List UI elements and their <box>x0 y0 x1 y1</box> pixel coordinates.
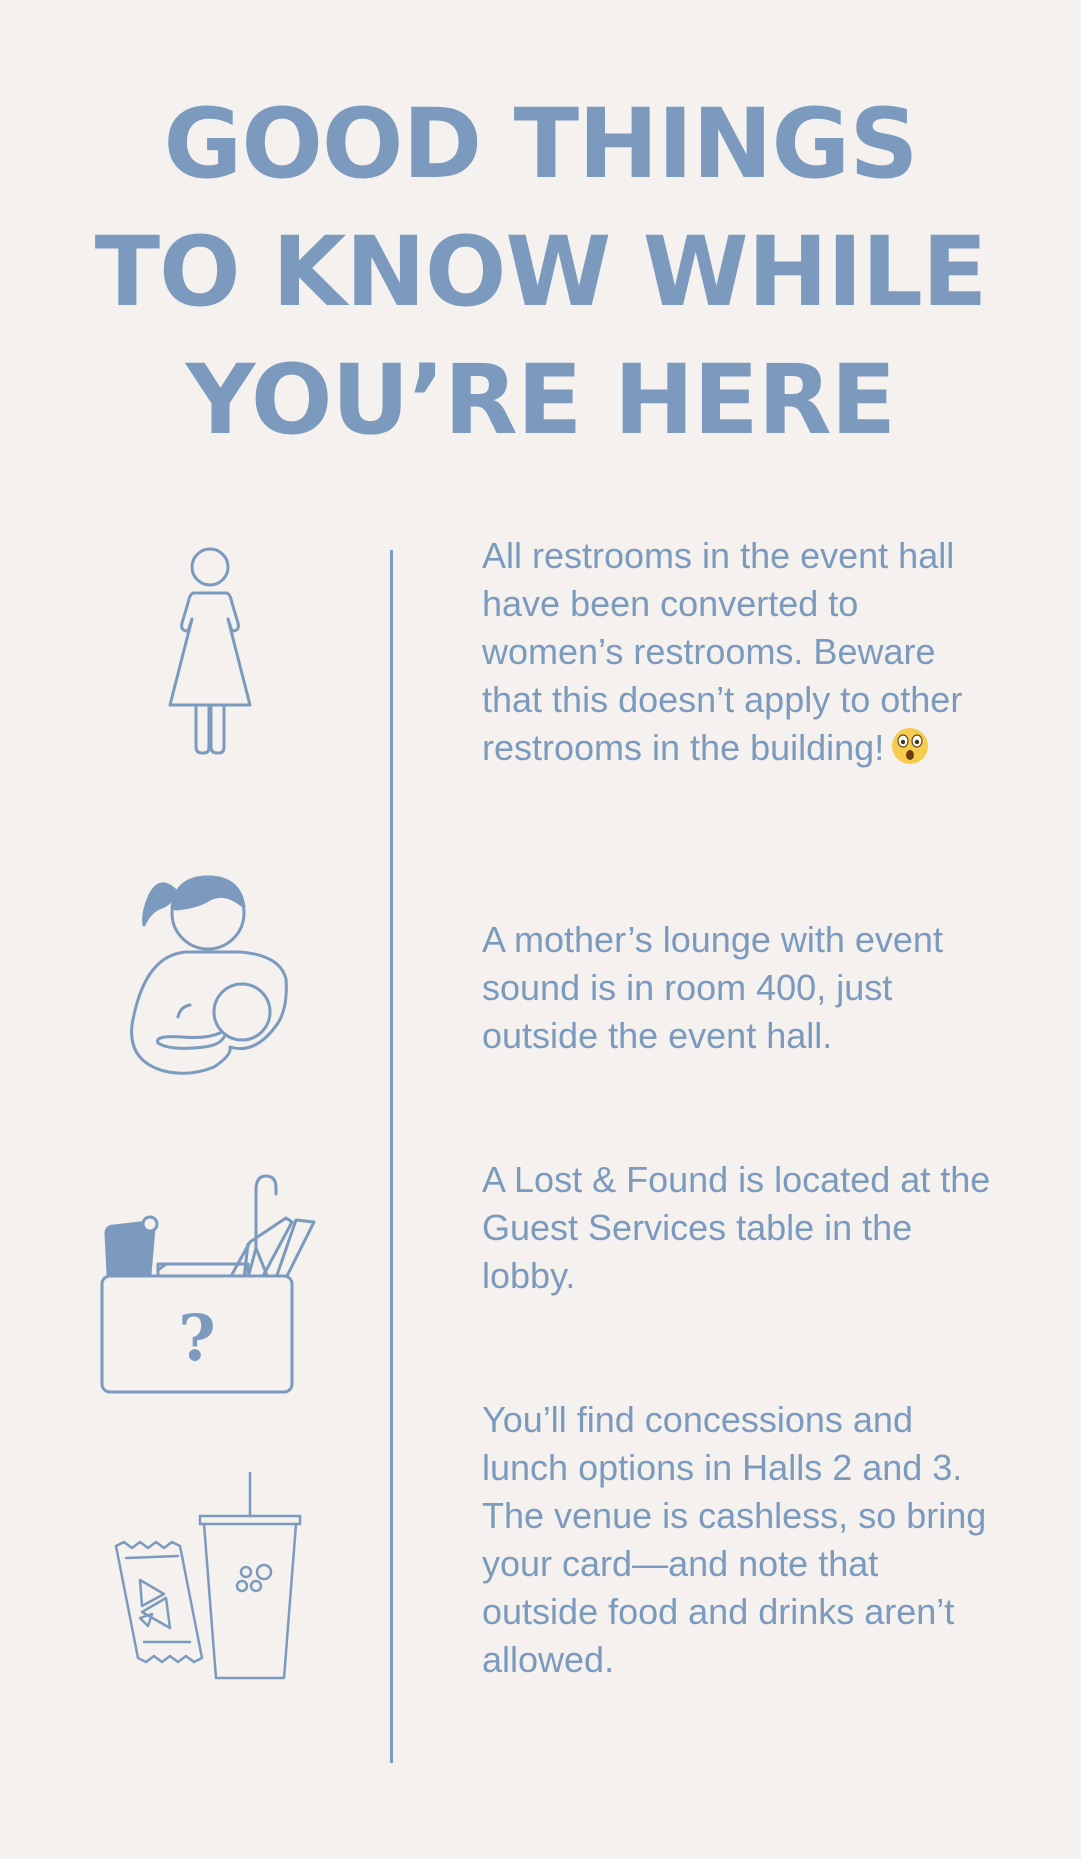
astonished-face-emoji <box>890 726 930 778</box>
restroom-info-text <box>482 532 1002 778</box>
title-line-3: YOU’RE HERE <box>185 344 896 456</box>
lost-and-found-text: A Lost & Found is located at the Guest Services table in the lobby. <box>482 1159 991 1296</box>
title-line-2: TO KNOW WHILE <box>94 216 987 328</box>
page-title <box>0 80 1081 464</box>
restroom-info: All restrooms in the event hall have been converted to women’s restrooms. Beware that this doesn’t apply to other restrooms in the building! <box>482 535 963 768</box>
lost-and-found-box-icon <box>100 1170 320 1395</box>
mother-nursing-icon <box>120 855 300 1095</box>
snack-and-drink-icon <box>112 1472 312 1682</box>
woman-restroom-icon <box>160 545 260 755</box>
mothers-lounge-text: A mother’s lounge with event sound is in room 400, just outside the event hall. <box>482 919 943 1056</box>
svg-text:?: ? <box>178 1301 216 1376</box>
vertical-divider <box>390 550 393 1763</box>
concessions-text: You’ll find concessions and lunch options in Halls 2 and 3. The venue is cashless, so bring your card—and note that outside food and drinks aren’t allowed. <box>482 1399 987 1680</box>
title-line-1: GOOD THINGS <box>163 88 918 200</box>
